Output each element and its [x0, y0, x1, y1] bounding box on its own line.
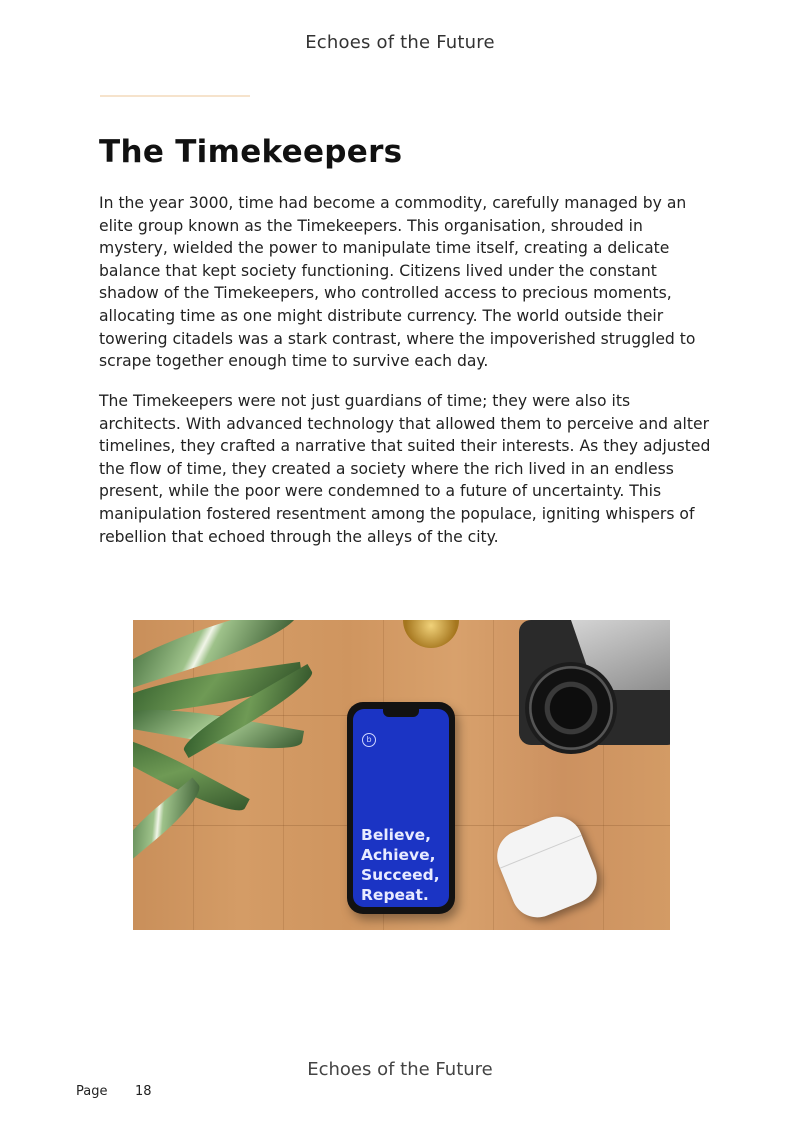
phone-slogan: Believe, Achieve, Succeed, Repeat.	[361, 826, 440, 904]
brass-object	[403, 620, 459, 648]
illustration-photo	[133, 620, 670, 930]
page-number: 18	[135, 1084, 152, 1099]
page-label: Page	[76, 1084, 108, 1099]
chapter-title: The Timekeepers	[99, 134, 403, 170]
accent-divider	[100, 95, 250, 97]
phone-screen	[353, 709, 449, 907]
running-header: Echoes of the Future	[305, 32, 495, 53]
smartphone	[347, 702, 455, 914]
phone-logo-icon: b	[362, 733, 376, 747]
paragraph-2: The Timekeepers were not just guardians of time; they were also its architects. With advanced technology that allowed them to perceive and alter timelines, they crafted a narrative that suited their interests. As they adjusted the flow of time, they created a society where the rich lived in an endless present, while the poor were condemned to a future of uncertainty. This manipulation fostered resentment among the populace, igniting whispers of rebellion that echoed through the alleys of the city.	[99, 392, 711, 546]
paragraph-1: In the year 3000, time had become a commodity, carefully managed by an elite group known as the Timekeepers. This organisation, shrouded in mystery, wielded the power to manipulate time itself, creating a delicate balance that kept society functioning. Citizens lived under the constant shadow of the Timekeepers, who controlled access to precious moments, allocating time as one might distribute currency. The world outside their towering citadels was a stark contrast, where the impoverished struggled to scrape together enough time to survive each day.	[99, 194, 696, 371]
phone-notch	[383, 709, 419, 717]
earbuds-case	[489, 809, 604, 925]
running-footer: Echoes of the Future	[307, 1059, 493, 1080]
camera-lens	[525, 662, 617, 754]
